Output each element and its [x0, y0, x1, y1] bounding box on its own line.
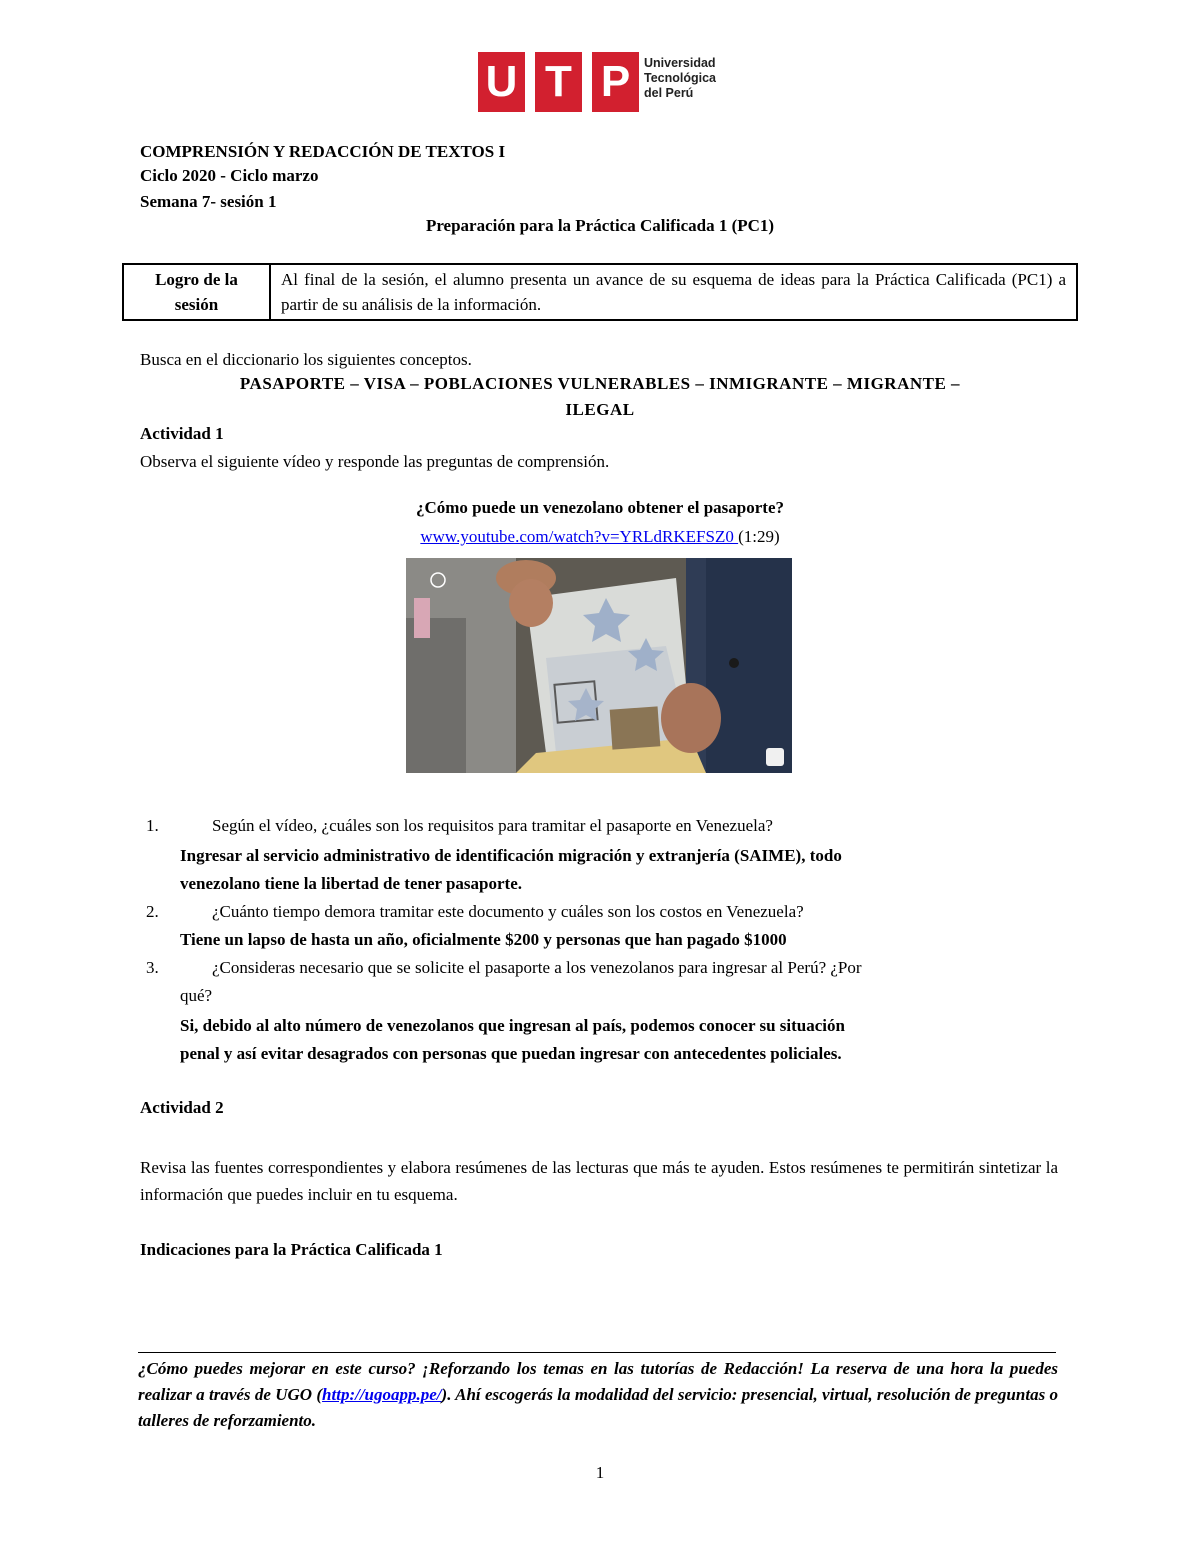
video-link[interactable]: www.youtube.com/watch?v=YRLdRKEFSZ0: [420, 527, 739, 546]
page-number: 1: [595, 1463, 605, 1482]
video-link-line: [0, 527, 1200, 547]
actividad1-heading: Actividad 1: [140, 424, 224, 443]
answer-1-line2: venezolano tiene la libertad de tener pasaporte.: [180, 874, 523, 893]
passport-photo: [406, 558, 792, 773]
dictionary-terms-line1: PASAPORTE – VISA – POBLACIONES VULNERABLES – INMIGRANTE – MIGRANTE –: [239, 374, 961, 393]
ugo-link[interactable]: http://ugoapp.pe/: [322, 1385, 442, 1404]
question-1-text: Según el vídeo, ¿cuáles son los requisitos para tramitar el pasaporte en Venezuela?: [212, 816, 773, 835]
logro-table: [122, 263, 1078, 321]
logo-letter-t: T: [535, 52, 582, 112]
video-title: ¿Cómo puede un venezolano obtener el pasaporte?: [415, 498, 784, 517]
video-duration: (1:29): [738, 527, 780, 546]
week-label: Semana 7- sesión 1: [140, 192, 277, 211]
answer-2-line1: Tiene un lapso de hasta un año, oficialmente $200 y personas que han pagado $1000: [180, 930, 787, 949]
logo-university-name: Universidad Tecnológica del Perú: [644, 56, 717, 100]
question-1-number: 1.: [146, 816, 159, 835]
cycle-label: Ciclo 2020 - Ciclo marzo: [140, 166, 319, 185]
utp-logo: [478, 52, 728, 114]
indicaciones-heading: Indicaciones para la Práctica Calificada 1: [140, 1240, 443, 1259]
question-3-text-line2: qué?: [180, 986, 213, 1005]
logro-text: Al final de la sesión, el alumno presenta un avance de su esquema de ideas para la Práctica Calificada (PC1) a partir de su análisis de la información.: [270, 264, 1077, 320]
answer-1-line1: Ingresar al servicio administrativo de identificación migración y extranjería (SAIME), todo: [180, 846, 842, 865]
course-title: COMPRENSIÓN Y REDACCIÓN DE TEXTOS I: [140, 142, 506, 161]
page-title: Preparación para la Práctica Calificada 1 (PC1): [425, 216, 775, 235]
question-3-number: 3.: [146, 958, 159, 977]
answer-3-line2: penal y así evitar desagrados con personas que puedan ingresar con antecedentes policiales.: [180, 1044, 842, 1063]
question-2-text: ¿Cuánto tiempo demora tramitar este documento y cuáles son los costos en Venezuela?: [212, 902, 804, 921]
logo-letter-p: P: [592, 52, 639, 112]
footer-note: ¿Cómo puedes mejorar en este curso? ¡Reforzando los temas en las tutorías de Redacción! La reserva de una hora la puedes realizar a través de UGO (http://ugoapp.pe/). Ahí escogerás la modalidad del servicio: presencial, virtual, resolución de preguntas o talleres de reforzamiento.: [138, 1359, 1059, 1430]
actividad2-heading: Actividad 2: [140, 1098, 224, 1117]
question-3-text-line1: ¿Consideras necesario que se solicite el pasaporte a los venezolanos para ingresar al Perú? ¿Por: [212, 958, 862, 977]
footer-divider: [138, 1352, 1056, 1353]
question-2-number: 2.: [146, 902, 159, 921]
logro-label: Logro de la sesión: [123, 264, 270, 320]
dictionary-terms-line2: ILEGAL: [565, 400, 635, 419]
logo-letter-u: U: [478, 52, 525, 112]
video-thumbnail[interactable]: [406, 558, 792, 773]
answer-3-line1: Si, debido al alto número de venezolanos que ingresan al país, podemos conocer su situación: [180, 1016, 845, 1035]
dictionary-instruction: Busca en el diccionario los siguientes conceptos.: [140, 350, 472, 369]
actividad2-text: Revisa las fuentes correspondientes y elabora resúmenes de las lecturas que más te ayuden. Estos resúmenes te permitirán sintetizar la información que puedes incluir en tu esquema.: [140, 1158, 1058, 1204]
actividad1-instruction: Observa el siguiente vídeo y responde las preguntas de comprensión.: [140, 452, 610, 471]
